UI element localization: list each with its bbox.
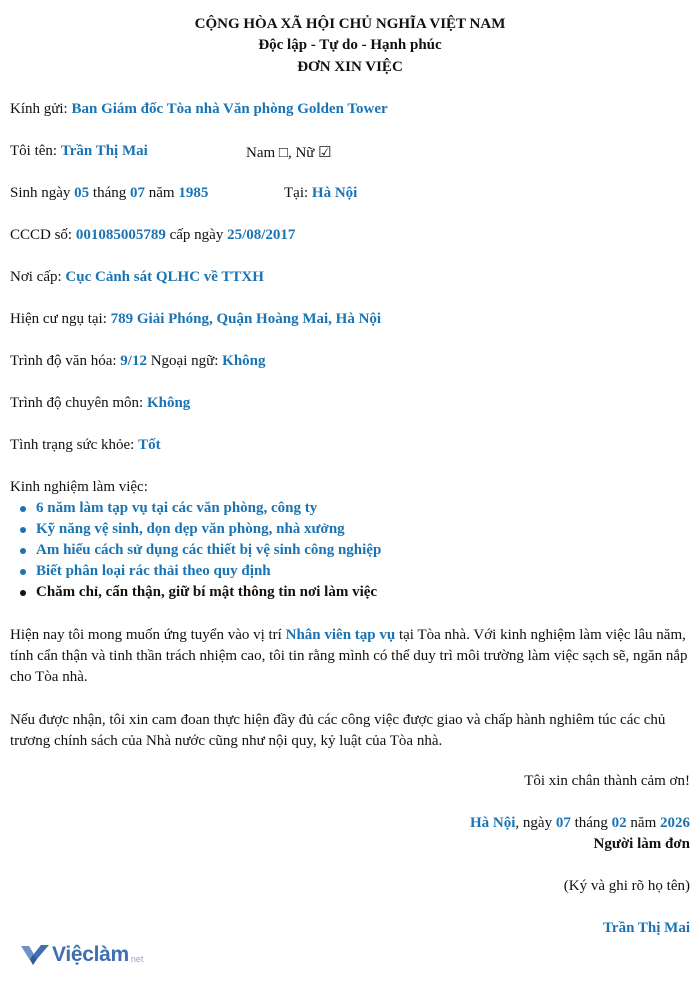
birth-place: Hà Nội: [311, 185, 358, 201]
document-title: ĐƠN XIN VIỆC: [297, 59, 403, 75]
id-card-number: 001085005789: [75, 227, 166, 243]
health-label: Tình trạng sức khỏe:: [10, 437, 135, 453]
experience-list: [0, 498, 381, 603]
motivation-after: tại Tòa nhà. Với kinh nghiệm làm việc lâu năm, tính cẩn thận và tinh thần trách nhiệm cao, tôi tin rằng mình có thể duy trì môi trường làm việc sạch sẽ, ngăn nắp cho Tòa nhà.: [10, 627, 688, 685]
recipient-line: [10, 101, 388, 118]
closing-place: Hà Nội: [470, 815, 516, 831]
id-card-line: [10, 227, 295, 244]
experience-item-text: Kỹ năng vệ sinh, dọn dẹp văn phòng, nhà xưởng: [36, 521, 345, 537]
id-card-label: CCCD số:: [10, 227, 73, 243]
specialty-value: Không: [146, 395, 191, 411]
residence-line: [10, 311, 381, 328]
vieclam-logo: [20, 940, 143, 970]
experience-item-text: Biết phân loại rác thải theo quy định: [36, 563, 271, 579]
education-line: [10, 353, 266, 370]
issuer-value: Cục Cảnh sát QLHC về TTXH: [65, 269, 264, 285]
closing-month-label: tháng: [574, 815, 608, 831]
birth-year: 1985: [178, 185, 209, 201]
birth-place-group: [284, 185, 357, 202]
position-value: Nhân viên tạp vụ: [285, 627, 396, 643]
signature-note: (Ký và ghi rõ họ tên): [563, 878, 690, 894]
health-value: Tốt: [138, 437, 161, 453]
closing-year: 2026: [660, 815, 690, 831]
list-item: [0, 540, 381, 561]
experience-item-text: 6 năm làm tạp vụ tại các văn phòng, công ty: [36, 500, 318, 516]
logo-brand: Việclàm: [52, 943, 129, 966]
date-line: [470, 815, 690, 832]
commitment-paragraph: Nếu được nhận, tôi xin cam đoan thực hiện đầy đủ các công việc được giao và chấp hành nghiêm túc các chủ trương chính sách của Nhà nước cũng như nội quy, kỷ luật của Tòa nhà.: [10, 712, 666, 749]
closing-year-label: năm: [630, 815, 657, 831]
country-heading: CỘNG HÒA XÃ HỘI CHỦ NGHĨA VIỆT NAM: [194, 16, 506, 32]
bullet-icon: [20, 548, 26, 554]
birth-month: 07: [130, 185, 145, 201]
birth-line: [10, 185, 690, 202]
residence-label: Hiện cư ngụ tại:: [10, 311, 107, 327]
birth-day-label: Sinh ngày: [10, 185, 71, 201]
language-value: Không: [222, 353, 266, 369]
closing-day-label: , ngày: [515, 815, 553, 831]
experience-label: Kinh nghiệm làm việc:: [10, 479, 148, 495]
bullet-icon: [20, 527, 26, 533]
thanks-line: Tôi xin chân thành cảm ơn!: [524, 773, 690, 789]
residence-value: 789 Giải Phóng, Quận Hoàng Mai, Hà Nội: [110, 311, 382, 327]
recipient-label: Kính gửi:: [10, 101, 68, 117]
birth-place-label: Tại:: [284, 185, 309, 201]
logo-suffix: net: [130, 954, 144, 964]
issuer-line: [10, 269, 264, 286]
list-item: [0, 519, 381, 540]
language-label: Ngoại ngữ:: [150, 353, 219, 369]
list-item: [0, 561, 381, 582]
gender-checkboxes: Nam □, Nữ ☑: [246, 145, 332, 161]
specialty-label: Trình độ chuyên môn:: [10, 395, 144, 411]
list-item: [0, 498, 381, 519]
motto-heading: Độc lập - Tự do - Hạnh phúc: [258, 37, 442, 53]
recipient-value: Ban Giám đốc Tòa nhà Văn phòng Golden Tower: [71, 101, 388, 117]
specialty-line: [10, 395, 190, 412]
birth-day: 05: [74, 185, 90, 201]
education-label: Trình độ văn hóa:: [10, 353, 117, 369]
closing-day: 07: [555, 815, 571, 831]
closing-month: 02: [611, 815, 627, 831]
birth-year-label: năm: [148, 185, 175, 201]
birth-month-label: tháng: [92, 185, 127, 201]
bullet-icon: [20, 569, 26, 575]
health-line: [10, 437, 161, 454]
applicant-label: Người làm đơn: [593, 836, 690, 852]
issuer-label: Nơi cấp:: [10, 269, 62, 285]
id-card-date: 25/08/2017: [227, 227, 296, 243]
vieclam-logo-icon: [20, 943, 50, 967]
bullet-icon: [20, 590, 26, 596]
signer-name: Trần Thị Mai: [603, 920, 690, 936]
experience-item-text: Chăm chỉ, cẩn thận, giữ bí mật thông tin nơi làm việc: [36, 584, 378, 600]
name-label: Tôi tên:: [10, 143, 58, 159]
experience-item-text: Am hiểu cách sử dụng các thiết bị vệ sinh công nghiệp: [36, 542, 382, 558]
name-line: [10, 143, 690, 160]
motivation-before: Hiện nay tôi mong muốn ứng tuyển vào vị trí: [10, 627, 282, 643]
list-item: [0, 582, 381, 603]
motivation-paragraph: [10, 625, 690, 688]
education-value: 9/12: [120, 353, 147, 369]
id-card-date-label: cấp ngày: [169, 227, 224, 243]
name-value: Trần Thị Mai: [60, 143, 148, 159]
bullet-icon: [20, 506, 26, 512]
